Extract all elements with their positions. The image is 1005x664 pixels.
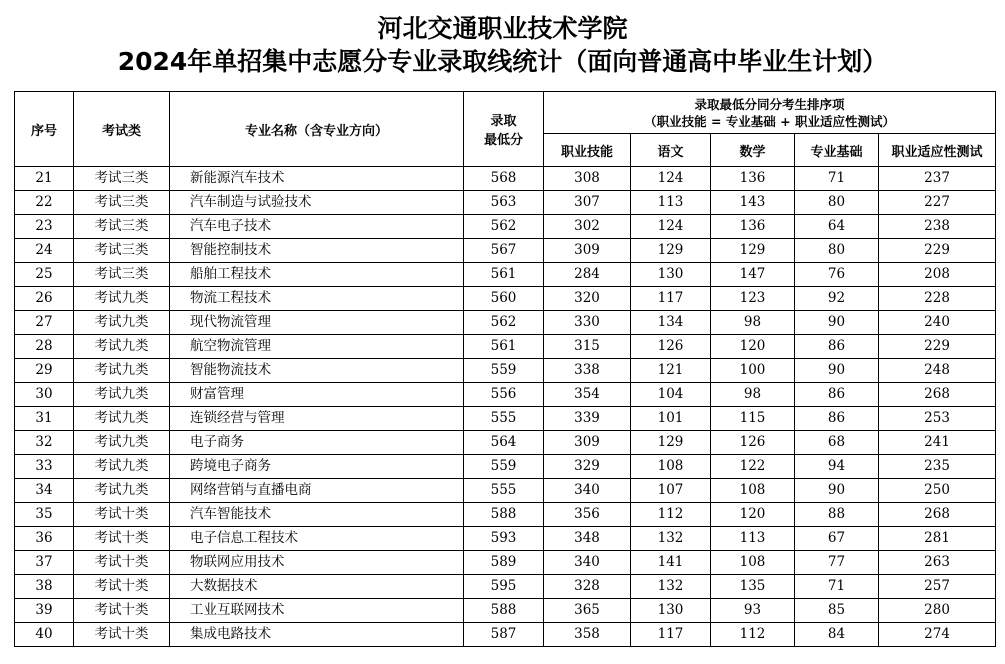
cell-exam-type: 考试三类 [74,167,170,191]
cell-seq: 26 [15,287,74,311]
cell-aptitude: 237 [879,167,996,191]
cell-chinese: 129 [631,239,711,263]
cell-seq: 40 [15,623,74,647]
cell-major: 智能控制技术 [170,239,464,263]
cell-chinese: 112 [631,503,711,527]
cell-min-score: 555 [464,479,544,503]
cell-skill: 356 [544,503,631,527]
cell-math: 136 [711,215,795,239]
table-row [15,167,996,191]
cell-basics: 64 [795,215,879,239]
cell-skill: 329 [544,455,631,479]
cell-seq: 33 [15,455,74,479]
page-title: 河北交通职业技术学院 [377,14,628,43]
cell-aptitude: 235 [879,455,996,479]
cell-min-score: 562 [464,215,544,239]
table-row [15,551,996,575]
cell-chinese: 121 [631,359,711,383]
cell-min-score: 588 [464,599,544,623]
table-row [15,527,996,551]
cell-major: 工业互联网技术 [170,599,464,623]
cell-min-score: 568 [464,167,544,191]
cell-skill: 315 [544,335,631,359]
cell-major: 大数据技术 [170,575,464,599]
page-subtitle: 2024年单招集中志愿分专业录取线统计（面向普通高中毕业生计划） [117,47,888,76]
cell-major: 新能源汽车技术 [170,167,464,191]
table-body [15,167,996,647]
admission-score-table [14,91,996,647]
cell-aptitude: 253 [879,407,996,431]
cell-aptitude: 228 [879,287,996,311]
cell-basics: 77 [795,551,879,575]
cell-skill: 338 [544,359,631,383]
cell-math: 143 [711,191,795,215]
cell-seq: 34 [15,479,74,503]
cell-chinese: 124 [631,167,711,191]
cell-seq: 37 [15,551,74,575]
cell-exam-type: 考试九类 [74,431,170,455]
cell-min-score: 555 [464,407,544,431]
cell-math: 93 [711,599,795,623]
cell-major: 船舶工程技术 [170,263,464,287]
table-row [15,359,996,383]
cell-major: 现代物流管理 [170,311,464,335]
cell-exam-type: 考试九类 [74,407,170,431]
cell-chinese: 126 [631,335,711,359]
cell-min-score: 559 [464,455,544,479]
cell-math: 100 [711,359,795,383]
cell-math: 129 [711,239,795,263]
header-tiebreak-group [544,92,996,134]
cell-math: 108 [711,551,795,575]
cell-aptitude: 227 [879,191,996,215]
cell-skill: 302 [544,215,631,239]
table-row [15,383,996,407]
header-tiebreak-line2: （职业技能 = 专业基础 + 职业适应性测试） [644,113,895,129]
cell-exam-type: 考试九类 [74,287,170,311]
cell-basics: 68 [795,431,879,455]
header-major: 专业名称（含专业方向） [170,92,464,167]
cell-major: 智能物流技术 [170,359,464,383]
cell-major: 汽车智能技术 [170,503,464,527]
cell-aptitude: 229 [879,335,996,359]
cell-exam-type: 考试九类 [74,311,170,335]
cell-chinese: 130 [631,599,711,623]
cell-seq: 22 [15,191,74,215]
cell-basics: 76 [795,263,879,287]
cell-basics: 86 [795,407,879,431]
cell-min-score: 556 [464,383,544,407]
cell-exam-type: 考试九类 [74,335,170,359]
table-row [15,431,996,455]
cell-chinese: 134 [631,311,711,335]
cell-min-score: 560 [464,287,544,311]
cell-math: 108 [711,479,795,503]
cell-seq: 31 [15,407,74,431]
cell-seq: 30 [15,383,74,407]
header-exam-type: 考试类 [74,92,170,167]
cell-chinese: 117 [631,287,711,311]
cell-math: 98 [711,383,795,407]
cell-seq: 29 [15,359,74,383]
cell-aptitude: 240 [879,311,996,335]
cell-chinese: 113 [631,191,711,215]
cell-skill: 308 [544,167,631,191]
header-seq: 序号 [15,92,74,167]
cell-exam-type: 考试九类 [74,359,170,383]
cell-aptitude: 229 [879,239,996,263]
cell-min-score: 561 [464,263,544,287]
cell-skill: 340 [544,551,631,575]
cell-major: 电子信息工程技术 [170,527,464,551]
header-min-score [464,92,544,167]
cell-min-score: 589 [464,551,544,575]
cell-aptitude: 268 [879,503,996,527]
cell-major: 汽车电子技术 [170,215,464,239]
table-row [15,575,996,599]
cell-skill: 339 [544,407,631,431]
cell-chinese: 101 [631,407,711,431]
cell-basics: 80 [795,239,879,263]
cell-math: 136 [711,167,795,191]
cell-aptitude: 238 [879,215,996,239]
cell-seq: 35 [15,503,74,527]
cell-min-score: 562 [464,311,544,335]
cell-skill: 307 [544,191,631,215]
cell-aptitude: 257 [879,575,996,599]
cell-seq: 25 [15,263,74,287]
cell-major: 财富管理 [170,383,464,407]
cell-math: 120 [711,503,795,527]
header-min-score-line2: 最低分 [483,133,523,148]
cell-exam-type: 考试九类 [74,383,170,407]
cell-exam-type: 考试十类 [74,527,170,551]
cell-chinese: 107 [631,479,711,503]
cell-aptitude: 268 [879,383,996,407]
cell-major: 网络营销与直播电商 [170,479,464,503]
cell-major: 电子商务 [170,431,464,455]
table-row [15,599,996,623]
header-math: 数学 [711,134,795,167]
table-row [15,479,996,503]
header-chinese: 语文 [631,134,711,167]
cell-major: 物流工程技术 [170,287,464,311]
cell-chinese: 130 [631,263,711,287]
cell-major: 连锁经营与管理 [170,407,464,431]
cell-seq: 36 [15,527,74,551]
cell-exam-type: 考试十类 [74,599,170,623]
cell-chinese: 141 [631,551,711,575]
cell-min-score: 593 [464,527,544,551]
cell-major: 汽车制造与试验技术 [170,191,464,215]
cell-exam-type: 考试九类 [74,479,170,503]
cell-basics: 88 [795,503,879,527]
cell-skill: 330 [544,311,631,335]
cell-basics: 85 [795,599,879,623]
cell-seq: 32 [15,431,74,455]
table-row [15,263,996,287]
cell-skill: 358 [544,623,631,647]
cell-skill: 354 [544,383,631,407]
cell-skill: 348 [544,527,631,551]
cell-seq: 23 [15,215,74,239]
cell-basics: 86 [795,335,879,359]
cell-aptitude: 208 [879,263,996,287]
cell-math: 112 [711,623,795,647]
cell-basics: 71 [795,575,879,599]
table-row [15,287,996,311]
cell-aptitude: 274 [879,623,996,647]
cell-seq: 21 [15,167,74,191]
cell-basics: 84 [795,623,879,647]
cell-seq: 39 [15,599,74,623]
cell-chinese: 124 [631,215,711,239]
cell-chinese: 104 [631,383,711,407]
cell-seq: 24 [15,239,74,263]
cell-exam-type: 考试三类 [74,191,170,215]
cell-exam-type: 考试九类 [74,455,170,479]
table-row [15,503,996,527]
cell-min-score: 559 [464,359,544,383]
cell-exam-type: 考试三类 [74,215,170,239]
cell-exam-type: 考试三类 [74,263,170,287]
cell-math: 115 [711,407,795,431]
cell-math: 135 [711,575,795,599]
cell-min-score: 587 [464,623,544,647]
cell-skill: 365 [544,599,631,623]
table-row [15,311,996,335]
cell-skill: 309 [544,431,631,455]
cell-aptitude: 248 [879,359,996,383]
cell-basics: 92 [795,287,879,311]
cell-skill: 340 [544,479,631,503]
cell-basics: 80 [795,191,879,215]
cell-math: 147 [711,263,795,287]
cell-major: 跨境电子商务 [170,455,464,479]
cell-exam-type: 考试十类 [74,575,170,599]
cell-exam-type: 考试十类 [74,551,170,575]
cell-chinese: 132 [631,575,711,599]
cell-basics: 90 [795,479,879,503]
cell-aptitude: 263 [879,551,996,575]
table-row [15,455,996,479]
cell-math: 120 [711,335,795,359]
cell-chinese: 132 [631,527,711,551]
header-aptitude: 职业适应性测试 [879,134,996,167]
cell-min-score: 595 [464,575,544,599]
table-row [15,335,996,359]
cell-basics: 86 [795,383,879,407]
cell-seq: 38 [15,575,74,599]
cell-seq: 28 [15,335,74,359]
table-row [15,191,996,215]
cell-min-score: 563 [464,191,544,215]
cell-skill: 284 [544,263,631,287]
table-row [15,407,996,431]
cell-skill: 320 [544,287,631,311]
table-row [15,623,996,647]
cell-basics: 94 [795,455,879,479]
cell-major: 物联网应用技术 [170,551,464,575]
header-min-score-line1: 录取 [490,114,517,129]
cell-aptitude: 280 [879,599,996,623]
cell-chinese: 108 [631,455,711,479]
cell-exam-type: 考试三类 [74,239,170,263]
cell-math: 113 [711,527,795,551]
cell-basics: 90 [795,359,879,383]
cell-basics: 67 [795,527,879,551]
cell-min-score: 567 [464,239,544,263]
header-tiebreak-line1: 录取最低分同分考生排序项 [694,96,845,112]
cell-min-score: 561 [464,335,544,359]
cell-math: 123 [711,287,795,311]
table-row [15,239,996,263]
cell-math: 98 [711,311,795,335]
cell-aptitude: 241 [879,431,996,455]
table-row [15,215,996,239]
cell-min-score: 588 [464,503,544,527]
cell-chinese: 117 [631,623,711,647]
cell-seq: 27 [15,311,74,335]
cell-chinese: 129 [631,431,711,455]
cell-basics: 90 [795,311,879,335]
cell-basics: 71 [795,167,879,191]
cell-skill: 309 [544,239,631,263]
header-skill: 职业技能 [544,134,631,167]
cell-aptitude: 281 [879,527,996,551]
cell-math: 126 [711,431,795,455]
cell-major: 集成电路技术 [170,623,464,647]
header-basics: 专业基础 [795,134,879,167]
cell-exam-type: 考试十类 [74,503,170,527]
cell-skill: 328 [544,575,631,599]
cell-math: 122 [711,455,795,479]
cell-exam-type: 考试十类 [74,623,170,647]
cell-min-score: 564 [464,431,544,455]
cell-major: 航空物流管理 [170,335,464,359]
cell-aptitude: 250 [879,479,996,503]
